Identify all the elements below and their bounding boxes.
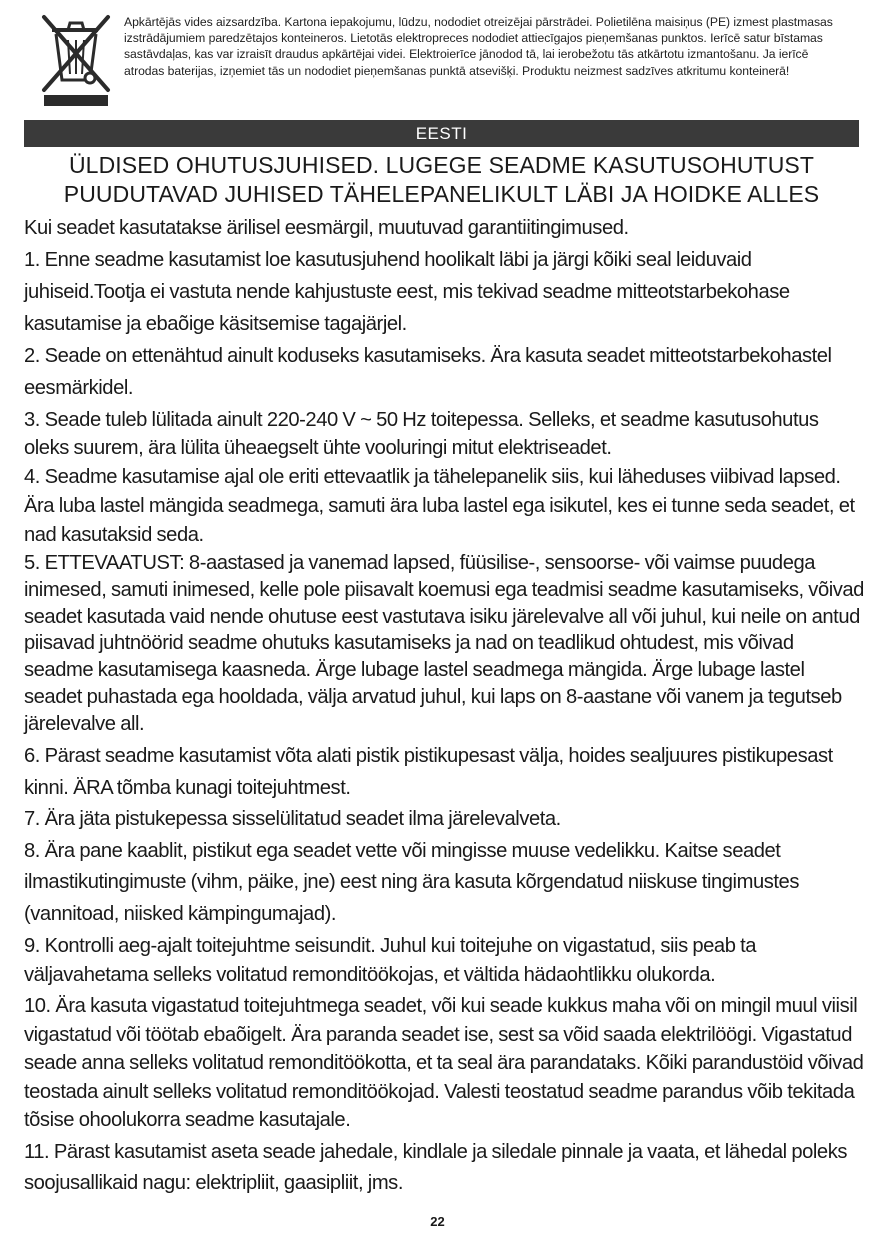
page-title (24, 151, 859, 209)
instruction-5: 5. ETTEVAATUST: 8-aastased ja vanemad lapsed, füüsilise-, sensoorse- või vaimse puudega inimesed, samuti inimesed, kelle pole piisavalt koemusi ega teadmisi seadme kasutamiseks, võivad seadet kasutada vaid nende ohutuse eest vastutava isiku järelevalve all või juhul, kui neile on antud piisavad juhtnöörid seadme ohutuks kasutamiseks ja nad on teadlikud ohtudest, mis võivad seadme kasutamisega kaasneda. Ärge lubage lastel seadmega mängida. Ärge lubage lastel seadet puhastada ega hooldada, välja arvatud juhul, kui laps on 8-aastane või vanem ja tegutseb järelevalve all. (24, 552, 864, 735)
instruction-4: 4. Seadme kasutamise ajal ole eriti ettevaatlik ja tähelepanelik siis, kui läheduses viibivad lapsed. Ära luba lastel mängida seadmega, samuti ära luba lastel ega isikutel, kes ei tunne seda seadet, et nad kasutaksid seda. (24, 466, 855, 546)
instruction-10: 10. Ära kasuta vigastatud toitejuhtmega seadet, või kui seade kukkus maha või on mingil muul viisil vigastatud või töötab ebaõigelt. Ära paranda seadet ise, sest sa võid saada elektrilöögi. Vigastatud seade anna selleks volitatud remonditöökotta, et ta seal ära parandataks. Kõiki parandustöid võivad teostada ainult selleks volitatud remonditöökojad. Valesti teostatud seadme parandus võib tekitada tõsise ohoolukorra seadme kasutajale. (24, 995, 864, 1132)
crossed-out-wheelie-bin-icon (40, 14, 112, 106)
instruction-3: 3. Seade tuleb lülitada ainult 220-240 V ~ 50 Hz toitepessa. Selleks, et seadme kasutusohutus oleks suurem, ära lülita üheaegselt ühte vooluringi mitut elektriseadet. (24, 409, 819, 459)
instruction-1: 1. Enne seadme kasutamist loe kasutusjuhend hoolikalt läbi ja järgi kõiki seal leiduvaid juhiseid.Tootja ei vastuta nende kahjustuste eest, mis tekivad seadme mitteotstarbekohase kasutamise ja ebaõige käsitsemise tagajärjel. (24, 249, 790, 335)
instruction-9: 9. Kontrolli aeg-ajalt toitejuhtme seisundit. Juhul kui toitejuhe on vigastatud, siis peab ta väljavahetama selleks volitatud remonditöökojas, et vältida hädaohtlikku olukorda. (24, 935, 757, 987)
instruction-8: 8. Ära pane kaablit, pistikut ega seadet vette või mingisse muuse vedelikku. Kaitse seadet ilmastikutingimuste (vihm, päike, jne) eest ning ära kasuta kõrgendatud niiskuse tingimustes (vannitoad, niisked kämpingumajad). (24, 839, 799, 925)
instruction-7: 7. Ära jäta pistukepessa sisselülitatud seadet ilma järelevalveta. (24, 807, 561, 830)
title-line-1: ÜLDISED OHUTUSJUHISED. LUGEGE SEADME KASUTUSOHUTUST (68, 152, 815, 178)
instruction-11: 11. Pärast kasutamist aseta seade jahedale, kindlale ja siledale pinnale ja vaata, et lähedal poleks soojusallikaid nagu: elektripliit, gaasipliit, jms. (24, 1140, 847, 1194)
safety-instructions (24, 213, 864, 1199)
intro-paragraph: Kui seadet kasutatakse ärilisel eesmärgil, muutuvad garantiitingimused. (24, 217, 629, 239)
instruction-6: 6. Pärast seadme kasutamist võta alati pistik pistikupesast välja, hoides sealjuures pistikupesast kinni. ÄRA tõmba kunagi toitejuhtmest. (24, 744, 833, 799)
instruction-2: 2. Seade on ettenähtud ainult koduseks kasutamiseks. Ära kasuta seadet mitteotstarbekohastel eesmärkidel. (24, 345, 832, 399)
title-line-2: PUUDUTAVAD JUHISED TÄHELEPANELIKULT LÄBI JA HOIDKE ALLES (63, 181, 820, 207)
recycling-notice: Apkārtējās vides aizsardzība. Kartona iepakojumu, lūdzu, nododiet otreizējai pārstrādei. Polietilēna maisiņus (PE) izmest plastmasas izstrādājumiem paredzētajos konteineros. Lietotās elektropreces nododiet attiecīgajos pieņemšanas punktos. Ierīcē satur bīstamas sastāvdaļas, kas var izraisīt draudus apkārtējai videi. Elektroierīce jānodod tā, lai ierobežotu tās atkārtotu izmantošanu. Ja ierīcē atrodas baterijas, izņemiet tās un nododiet pieņemšanas punktā atsevišķi. Produktu neizmest sadzīves atkritumu konteinerā! (124, 15, 833, 78)
language-header: EESTI (24, 120, 859, 147)
page-number: 22 (430, 1214, 445, 1229)
